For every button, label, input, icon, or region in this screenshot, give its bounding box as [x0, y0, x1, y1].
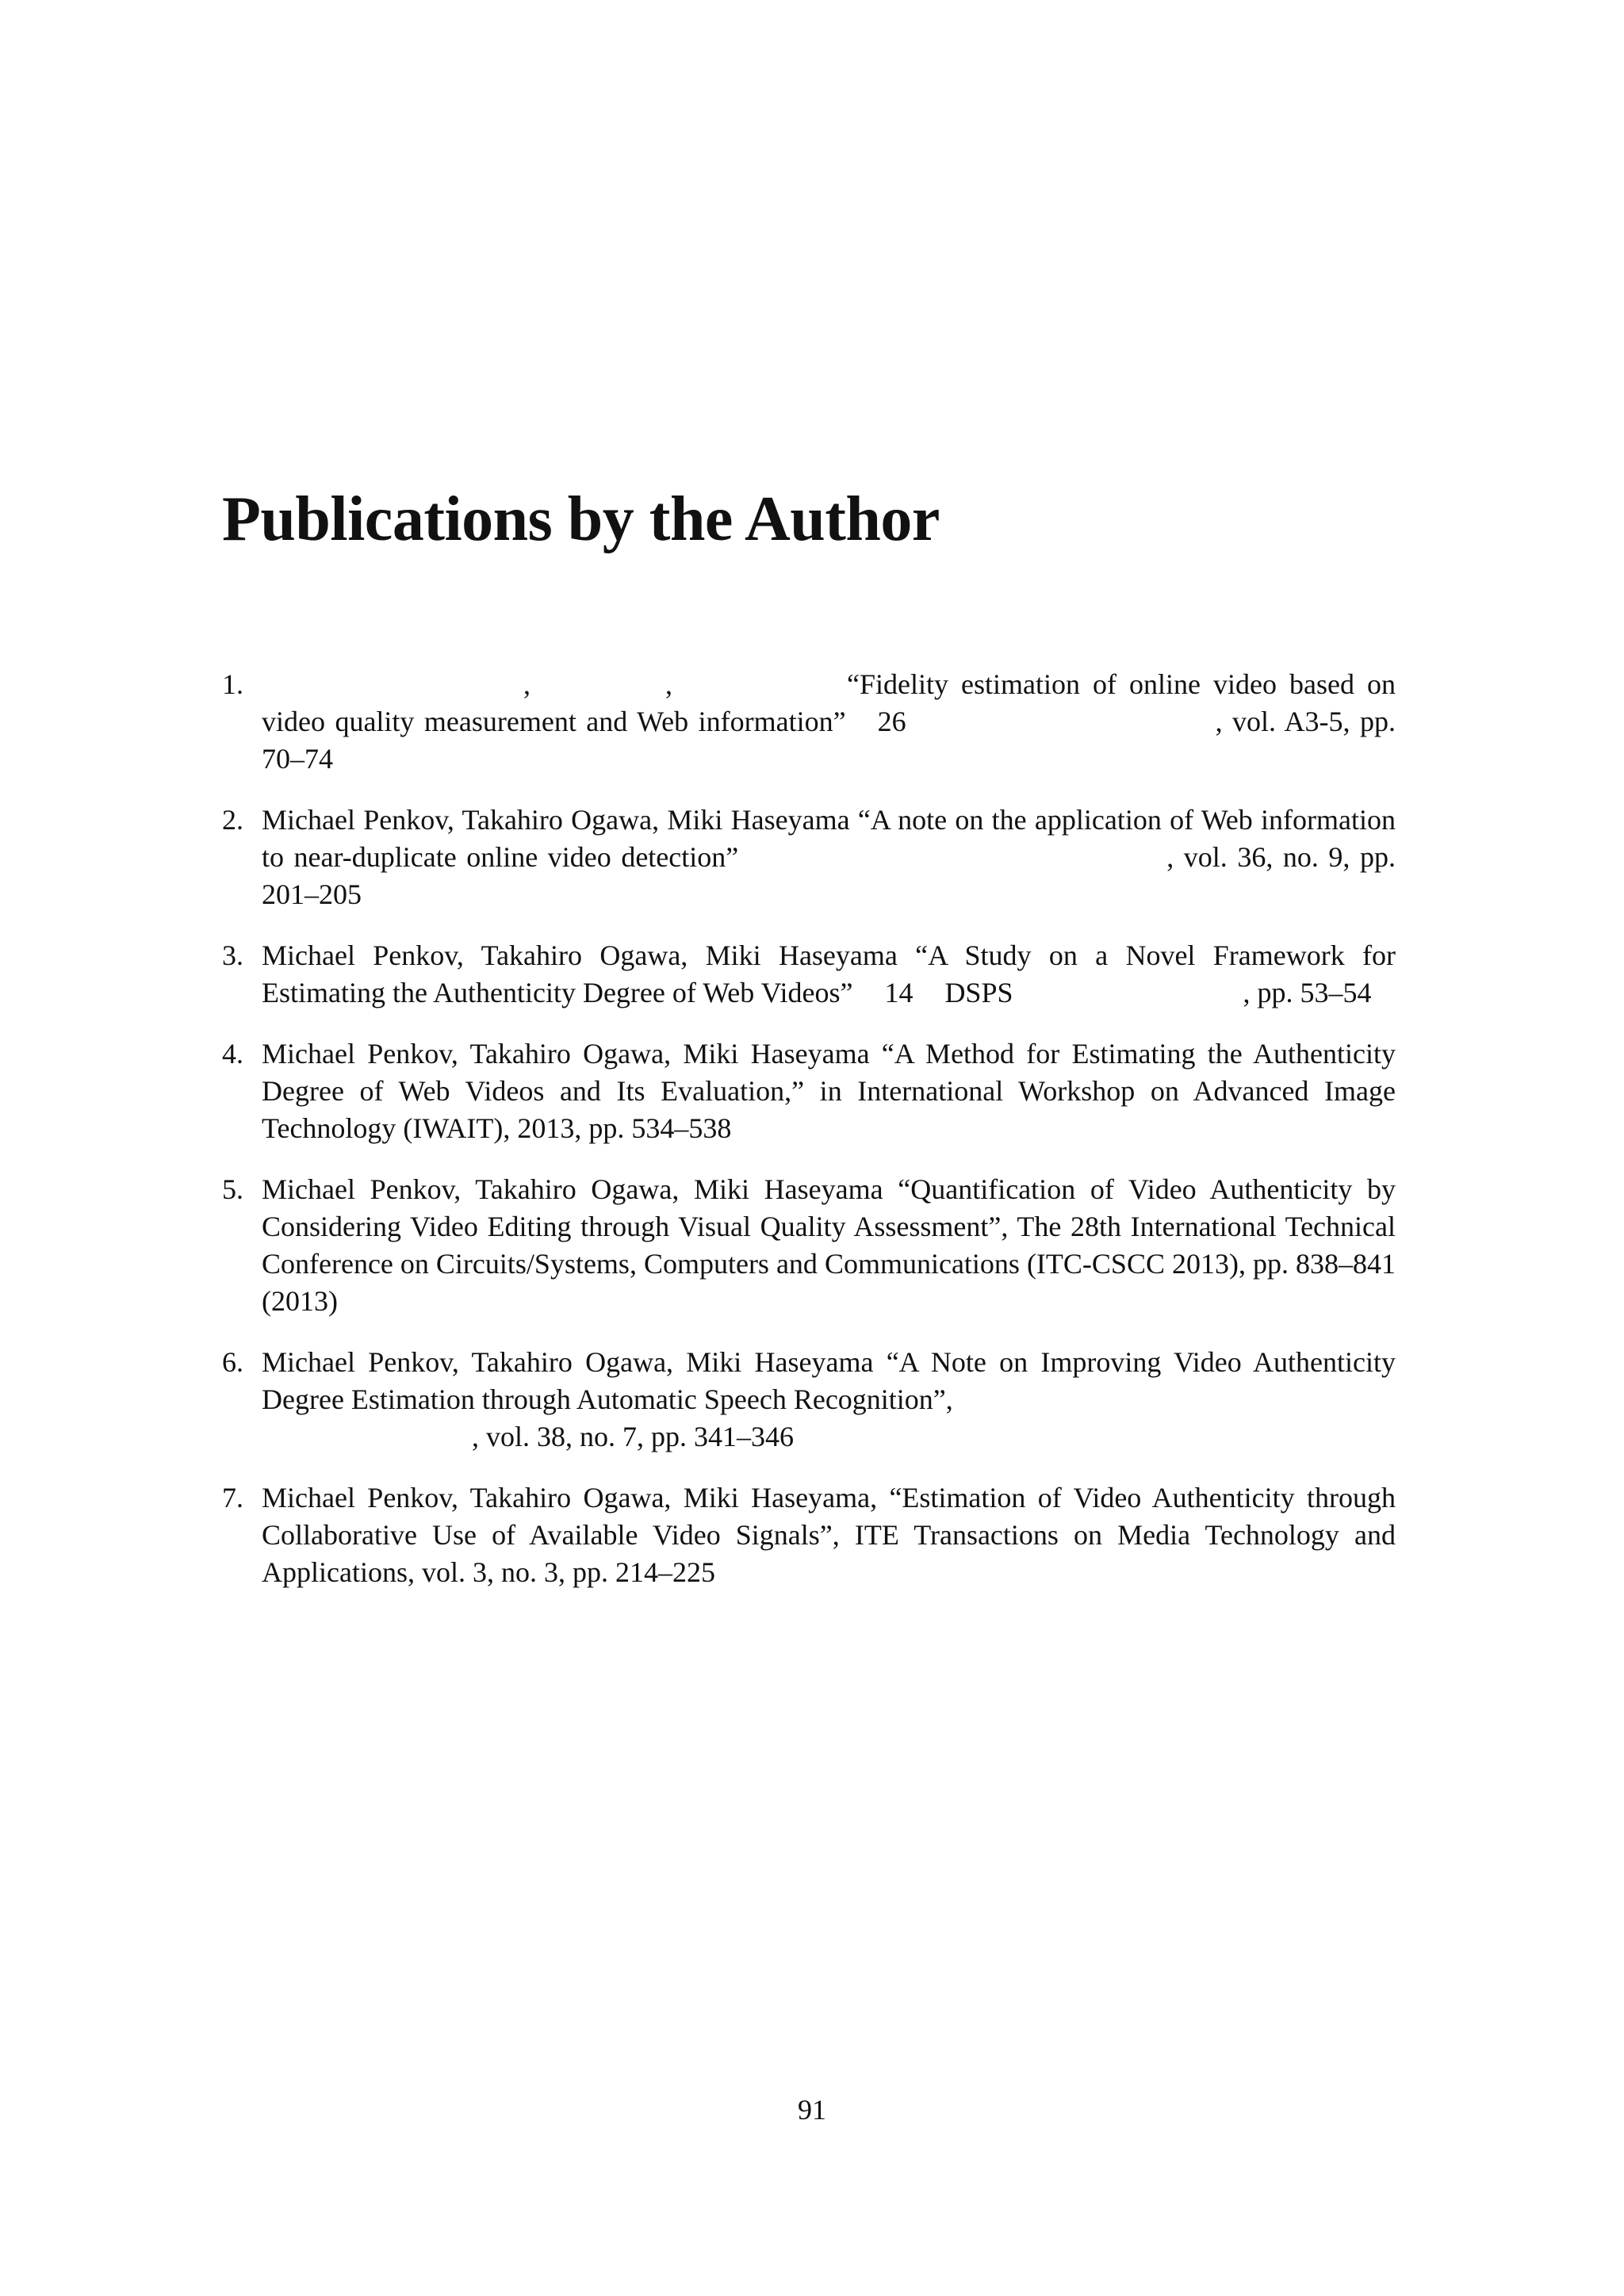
publication-text: Michael Penkov, Takahiro Ogawa, Miki Haseyama, “Estimation of Video Authenticity through Collaborative Use of Available Video Signals”, ITE Transactions on Media Technology and Applications, vol. 3, no. 3, pp. 214–225	[262, 1482, 1396, 1588]
publication-number: 4.	[222, 1038, 243, 1070]
publication-item	[222, 1479, 1396, 1591]
publication-detail: , vol. A3-5, pp. 70–74	[262, 706, 1396, 775]
publication-title: “Fidelity estimation of online video based on video quality measurement and Web information”	[262, 668, 1396, 737]
publication-number: 5.	[222, 1173, 243, 1205]
publication-detail: , vol. 36, no. 9, pp. 201–205	[262, 841, 1396, 910]
publication-number-fragment: 26	[877, 706, 906, 737]
publication-item	[222, 1035, 1396, 1147]
publication-text-fragment: ,	[665, 668, 672, 700]
publication-text-fragment: ,	[523, 668, 530, 700]
publication-number-fragment: DSPS	[944, 977, 1013, 1008]
chapter-title: Publications by the Author	[222, 484, 940, 554]
page-number: 91	[798, 2094, 826, 2126]
publication-item	[222, 802, 1396, 913]
publication-text: Michael Penkov, Takahiro Ogawa, Miki Haseyama “A Method for Estimating the Authenticity Degree of Web Videos and Its Evaluation,” in International Workshop on Advanced Image Technology (IWAIT), 2013, pp. 534–538	[262, 1038, 1396, 1144]
publication-item	[222, 1171, 1396, 1320]
publication-text: Michael Penkov, Takahiro Ogawa, Miki Haseyama “A Study on a Novel Framework for Estimating the Authenticity Degree of Web Videos”	[262, 939, 1396, 1008]
publication-text: Michael Penkov, Takahiro Ogawa, Miki Haseyama “A note on the application of Web information to near-duplicate online video detection”	[262, 804, 1396, 873]
publication-item	[222, 1344, 1396, 1456]
publication-number: 1.	[222, 668, 243, 700]
publication-number: 6.	[222, 1346, 243, 1378]
publication-detail: , vol. 38, no. 7, pp. 341–346	[472, 1421, 795, 1452]
publication-number: 7.	[222, 1482, 243, 1513]
publication-text: Michael Penkov, Takahiro Ogawa, Miki Haseyama “A Note on Improving Video Authenticity Degree Estimation through Automatic Speech Recognition”,	[262, 1346, 1396, 1415]
publication-detail: , pp. 53–54	[1243, 977, 1372, 1008]
publication-number-fragment: 14	[884, 977, 914, 1008]
publication-item	[222, 937, 1396, 1012]
publication-item	[222, 666, 1396, 778]
publication-text: Michael Penkov, Takahiro Ogawa, Miki Haseyama “Quantification of Video Authenticity by Considering Video Editing through Visual Quality Assessment”, The 28th International Technical Conference on Circuits/Systems, Computers and Communications (ITC-CSCC 2013), pp. 838–841 (2013)	[262, 1173, 1396, 1317]
publication-number: 2.	[222, 804, 243, 836]
publication-number: 3.	[222, 939, 243, 971]
publication-list	[222, 666, 1396, 1615]
